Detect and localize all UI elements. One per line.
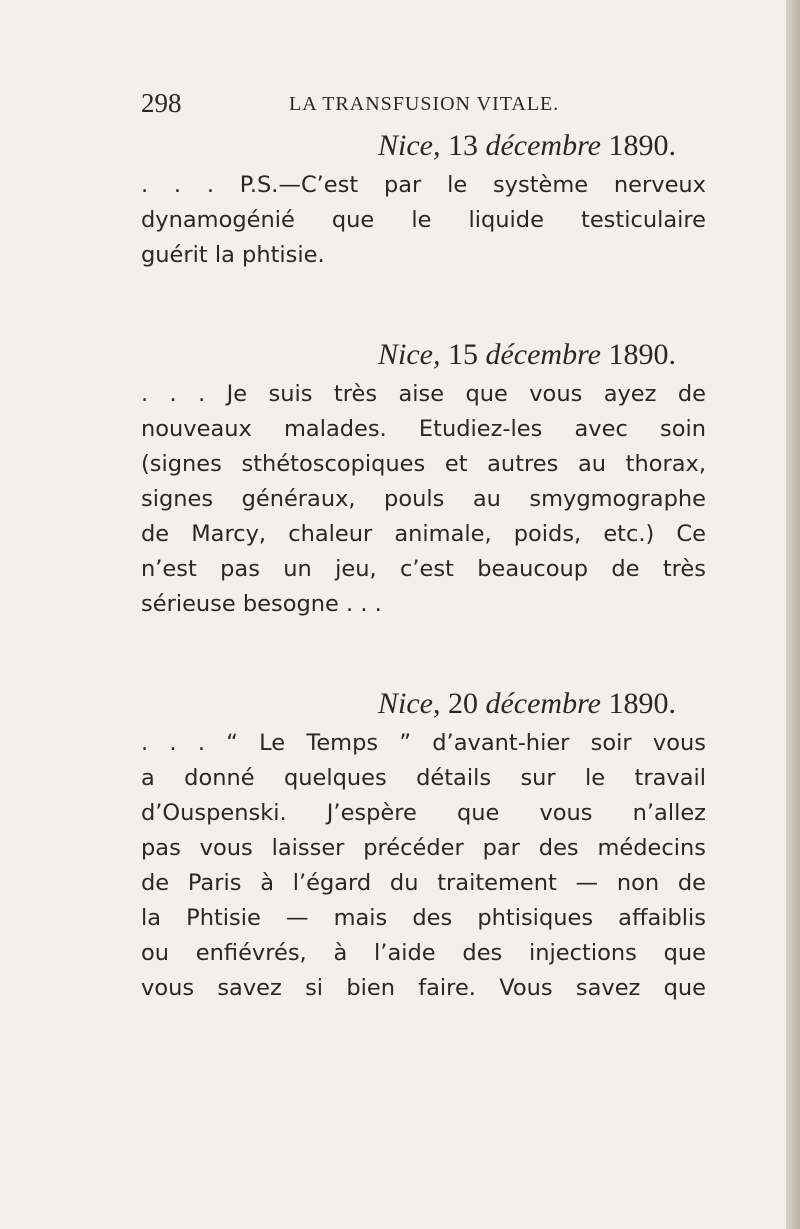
dateline-20-december <box>141 684 706 724</box>
dateline-year: 1890. <box>608 129 676 162</box>
text-line: d’Ouspenski. J’espère que vous n’allez <box>141 800 706 826</box>
dateline-month: décembre <box>485 338 601 371</box>
dateline-place: Nice, <box>378 338 441 371</box>
page-edge-shadow <box>786 0 800 1229</box>
dateline-day: 13 <box>447 129 478 162</box>
running-head <box>141 88 701 118</box>
letter-paragraph-1 <box>141 168 706 273</box>
text-line: ou enfiévrés, à l’aide des injections que <box>141 940 706 966</box>
text-line: n’est pas un jeu, c’est beaucoup de très <box>141 556 706 582</box>
text-line: . . . P.S.—C’est par le système nerveux <box>141 172 706 198</box>
text-line: a donné quelques détails sur le travail <box>141 765 706 791</box>
text-line: . . . “ Le Temps ” d’avant-hier soir vous <box>141 730 706 756</box>
text-line: dynamogénié que le liquide testiculaire <box>141 207 706 233</box>
dateline-day: 15 <box>447 338 478 371</box>
dateline-day: 20 <box>447 687 478 720</box>
running-title: LA TRANSFUSION VITALE. <box>289 93 560 115</box>
letter-paragraph-2 <box>141 377 706 622</box>
text-line: . . . Je suis très aise que vous ayez de <box>141 381 706 407</box>
text-line: de Paris à l’égard du traitement — non de <box>141 870 706 896</box>
dateline-year: 1890. <box>608 338 676 371</box>
text-line: de Marcy, chaleur animale, poids, etc.) Ce <box>141 521 706 547</box>
text-line: la Phtisie — mais des phtisiques affaiblis <box>141 905 706 931</box>
text-line: guérit la phtisie. <box>141 242 325 268</box>
dateline-13-december <box>141 126 706 166</box>
text-line: nouveaux malades. Etudiez-les avec soin <box>141 416 706 442</box>
page-body <box>141 126 706 1006</box>
text-line: pas vous laisser précéder par des médecins <box>141 835 706 861</box>
dateline-month: décembre <box>485 687 601 720</box>
dateline-year: 1890. <box>608 687 676 720</box>
dateline-month: décembre <box>485 129 601 162</box>
dateline-place: Nice, <box>378 129 441 162</box>
page-number: 298 <box>141 88 182 118</box>
text-line: vous savez si bien faire. Vous savez que <box>141 975 706 1001</box>
text-line: (signes sthétoscopiques et autres au thorax, <box>141 451 706 477</box>
letter-paragraph-3 <box>141 726 706 1006</box>
dateline-15-december <box>141 335 706 375</box>
dateline-place: Nice, <box>378 687 441 720</box>
text-line: sérieuse besogne . . . <box>141 591 382 617</box>
text-line: signes généraux, pouls au smygmographe <box>141 486 706 512</box>
